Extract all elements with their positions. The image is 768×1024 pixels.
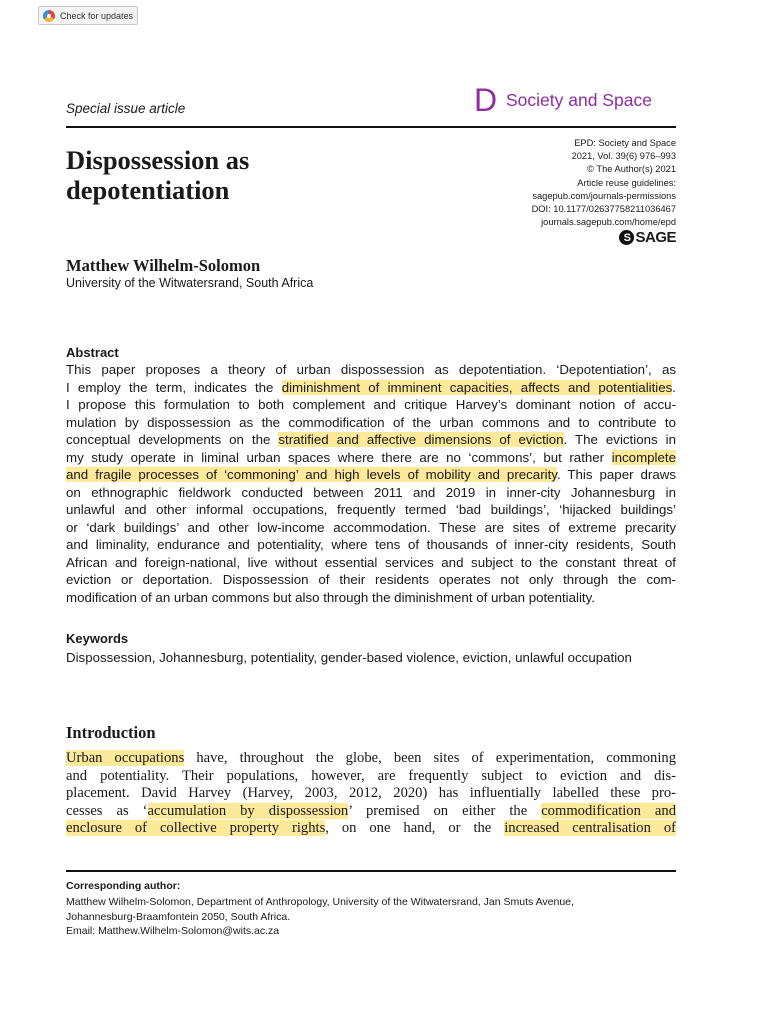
abstract-body bbox=[66, 361, 676, 606]
abstract-line: African and foreign-national, live without essential services and subject to the constant threat of bbox=[66, 554, 676, 570]
header-rule bbox=[66, 126, 676, 128]
sage-s-icon: S bbox=[619, 230, 634, 245]
abstract-line: or ‘dark buildings’ and other low-income accommodation. These are sites of extreme precarity bbox=[66, 519, 676, 535]
article-metadata bbox=[532, 137, 676, 229]
corr-line: Johannesburg-Braamfontein 2050, South Africa. bbox=[66, 910, 291, 923]
sage-logo bbox=[619, 229, 676, 246]
meta-journal: EPD: Society and Space bbox=[574, 138, 676, 148]
journal-name: Society and Space bbox=[506, 90, 652, 110]
highlight: increased centralisation of bbox=[504, 820, 676, 837]
meta-reuse-link[interactable]: sagepub.com/journals-permissions bbox=[532, 190, 676, 201]
keywords-list: Dispossession, Johannesburg, potentiality, gender-based violence, eviction, unlawful occupation bbox=[66, 650, 632, 665]
highlight: Urban occupations bbox=[66, 750, 185, 766]
journal-logo-mark: D bbox=[474, 82, 498, 118]
body-line: and potentiality. Their populations, however, are frequently subject to eviction and dis- bbox=[66, 767, 676, 784]
highlight: commodification and bbox=[541, 802, 676, 819]
meta-doi[interactable]: DOI: 10.1177/02637758211036467 bbox=[531, 204, 676, 215]
introduction-body bbox=[66, 750, 676, 838]
corresponding-author-heading: Corresponding author: bbox=[66, 880, 181, 892]
highlight: incomplete bbox=[611, 449, 676, 465]
article-type: Special issue article bbox=[66, 101, 186, 116]
keywords-heading: Keywords bbox=[66, 631, 129, 646]
meta-volume: 2021, Vol. 39(6) 976–993 bbox=[571, 151, 676, 162]
abstract-line: and liminality, endurance and potentiality, where tens of thousands of inner-city residents, South bbox=[66, 537, 676, 552]
abstract-line: I propose this formulation to both complement and critique Harvey’s dominant notion of accu- bbox=[66, 397, 676, 412]
abstract-line: and fragile processes of ‘commoning’ and high levels of mobility and precarity. This paper draws bbox=[66, 467, 676, 482]
title-line-1: Dispossession as bbox=[66, 145, 250, 175]
meta-copyright: © The Author(s) 2021 bbox=[587, 164, 676, 175]
abstract-line: conceptual developments on the stratified and affective dimensions of eviction. The evictions in bbox=[66, 432, 676, 447]
abstract-line: I employ the term, indicates the diminishment of imminent capacities, affects and potentialities. bbox=[66, 379, 676, 395]
highlight: enclosure of collective property rights bbox=[66, 820, 326, 837]
article-title bbox=[66, 145, 396, 205]
body-line: placement. David Harvey (Harvey, 2003, 2012, 2020) has influentially labelled these pro- bbox=[66, 785, 676, 802]
meta-reuse-label: Article reuse guidelines: bbox=[577, 177, 676, 188]
abstract-line: my study operate in liminal urban spaces where there are no ‘commons’, but rather incomplete bbox=[66, 449, 676, 465]
check-for-updates-button[interactable] bbox=[38, 6, 138, 25]
sage-logo-text: SAGE bbox=[635, 229, 676, 246]
abstract-line: This paper proposes a theory of urban dispossession as depotentiation. ‘Depotentiation’, as bbox=[66, 362, 676, 377]
corr-line: Matthew Wilhelm-Solomon, Department of Anthropology, University of the Witwatersrand, Jan Smuts Avenue, bbox=[66, 896, 574, 908]
abstract-line: on ethnographic fieldwork conducted between 2011 and 2019 in inner-city Johannesburg in bbox=[66, 484, 676, 500]
section-heading-introduction: Introduction bbox=[66, 723, 156, 742]
body-line: Urban occupations have, throughout the globe, been sites of experimentation, commoning bbox=[66, 750, 676, 766]
author-affiliation: University of the Witwatersrand, South Africa bbox=[66, 276, 314, 290]
corresponding-author-details bbox=[66, 895, 676, 939]
abstract-line: unlawful and other informal occupations, frequently termed ‘bad buildings’, ‘hijacked buildings’ bbox=[66, 502, 676, 517]
author-name: Matthew Wilhelm-Solomon bbox=[66, 256, 261, 275]
body-line: enclosure of collective property rights, on one hand, or the increased centralisation of bbox=[66, 820, 676, 837]
crossmark-icon bbox=[43, 10, 55, 22]
abstract-line: eviction or deportation. Dispossession of their residents operates not only through the com- bbox=[66, 572, 676, 587]
highlight: accumulation by dispossession bbox=[147, 802, 349, 819]
abstract-line: modification of an urban commons but also through the diminishment of urban potentiality. bbox=[66, 589, 595, 605]
footnote-rule bbox=[66, 870, 676, 872]
body-line: cesses as ‘accumulation by dispossession’ premised on either the commodification and bbox=[66, 802, 676, 819]
abstract-line: mulation by dispossession as the commodification of the urban commons and to contribute to bbox=[66, 414, 676, 430]
meta-home-link[interactable]: journals.sagepub.com/home/epd bbox=[541, 217, 676, 228]
abstract-heading: Abstract bbox=[66, 345, 119, 360]
highlight: and fragile processes of ‘commoning’ and high levels of mobility and precarity bbox=[66, 467, 557, 482]
corr-email[interactable]: Email: Matthew.Wilhelm-Solomon@wits.ac.za bbox=[66, 925, 280, 937]
check-for-updates-label: Check for updates bbox=[60, 10, 134, 21]
title-line-2: depotentiation bbox=[66, 175, 230, 205]
highlight: diminishment of imminent capacities, affects and potentialities bbox=[281, 379, 673, 395]
highlight: stratified and affective dimensions of eviction bbox=[278, 432, 564, 447]
